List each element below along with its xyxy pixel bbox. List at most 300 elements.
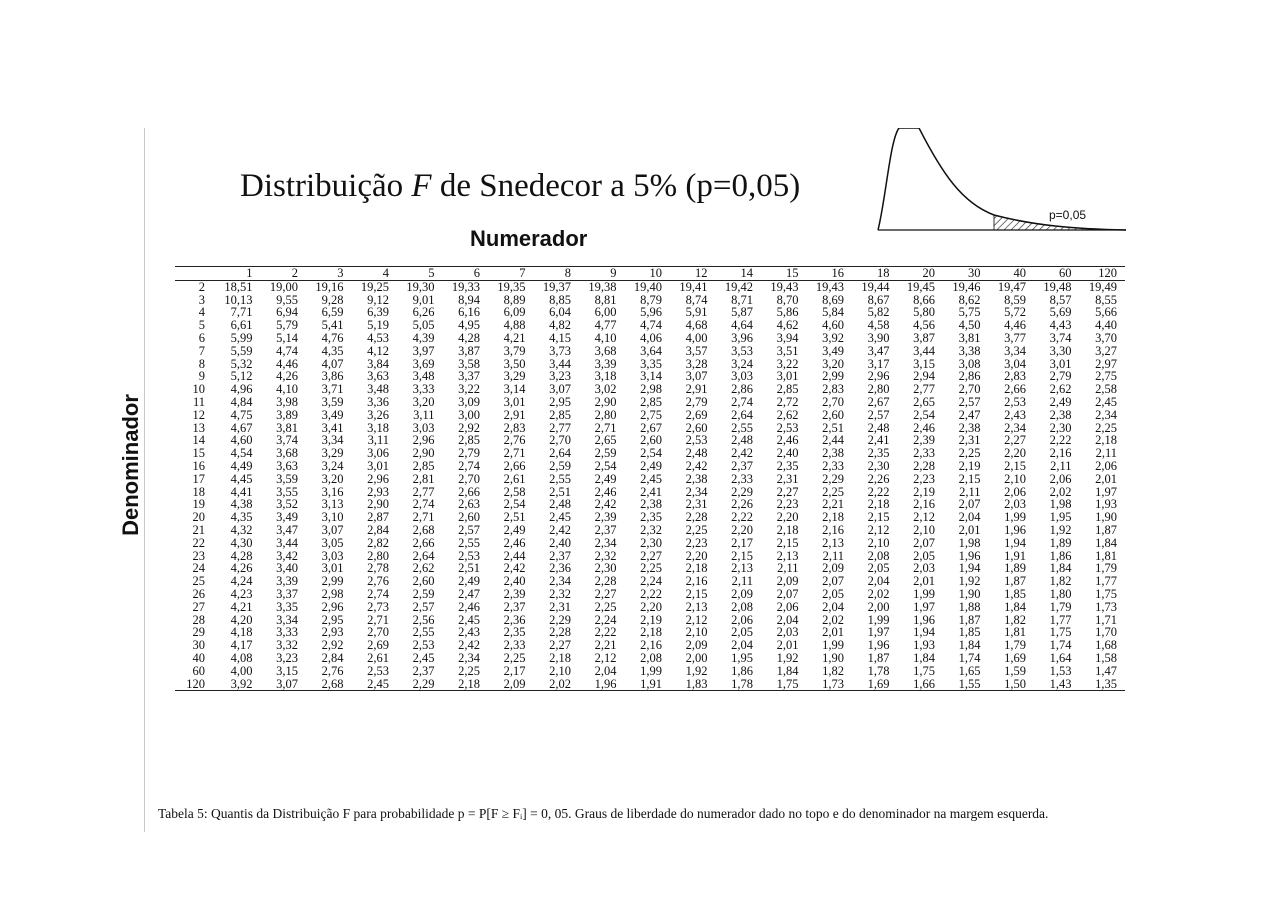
table-row bbox=[175, 575, 1125, 588]
table-cell: 2,85 bbox=[776, 382, 799, 397]
title-prefix: Distribuição bbox=[240, 168, 404, 204]
table-cell: 19,30 bbox=[406, 279, 435, 294]
table-cell: 4,60 bbox=[822, 318, 844, 333]
column-header: 120 bbox=[1080, 267, 1126, 281]
row-header: 120 bbox=[175, 678, 215, 691]
table-cell: 3,18 bbox=[594, 369, 617, 384]
table-cell: 5,86 bbox=[776, 305, 799, 320]
table-cell: 2,18 bbox=[867, 497, 890, 512]
table-cell: 2,06 bbox=[731, 612, 753, 627]
table-cell: 2,55 bbox=[731, 420, 753, 435]
table-cell: 2,37 bbox=[412, 663, 435, 678]
table-cell: 5,91 bbox=[685, 305, 708, 320]
table-cell: 2,11 bbox=[731, 574, 753, 589]
table-cell: 1,66 bbox=[898, 678, 944, 691]
table-cell: 8,57 bbox=[1049, 292, 1072, 307]
table-cell: 3,07 bbox=[549, 382, 571, 397]
numerator-label: Numerador bbox=[470, 226, 588, 251]
table-cell: 1,98 bbox=[958, 535, 981, 550]
table-row bbox=[175, 345, 1125, 358]
table-cell: 2,09 bbox=[822, 561, 844, 576]
table-cell: 1,90 bbox=[958, 586, 981, 601]
table-cell: 2,08 bbox=[731, 599, 753, 614]
table-cell: 2,42 bbox=[549, 522, 571, 537]
table-cell: 2,29 bbox=[549, 612, 571, 627]
table-cell: 1,69 bbox=[852, 678, 898, 691]
table-cell: 2,51 bbox=[549, 484, 571, 499]
table-cell: 2,85 bbox=[549, 407, 571, 422]
density-curve bbox=[878, 128, 1126, 230]
table-cell: 8,55 bbox=[1095, 292, 1117, 307]
table-cell: 2,36 bbox=[549, 561, 571, 576]
table-cell: 19,41 bbox=[679, 279, 708, 294]
table-cell: 3,79 bbox=[503, 343, 526, 358]
table-cell: 1,92 bbox=[958, 574, 981, 589]
table-cell: 2,07 bbox=[913, 535, 935, 550]
table-cell: 1,98 bbox=[1049, 497, 1072, 512]
table-cell: 2,07 bbox=[822, 574, 844, 589]
row-header: 8 bbox=[198, 356, 205, 371]
table-cell: 4,96 bbox=[230, 382, 253, 397]
table-cell: 2,45 bbox=[640, 471, 662, 486]
table-cell: 2,16 bbox=[822, 522, 844, 537]
table-cell: 1,94 bbox=[1004, 535, 1026, 550]
table-cell: 4,30 bbox=[230, 535, 253, 550]
table-caption: Tabela 5: Quantis da Distribuição F para probabilidade p = P[F ≥ Fᵢ] = 0, 05. Graus de liberdade do numerador dado no topo e do denominador na margem esquerda. bbox=[158, 806, 1049, 821]
table-cell: 3,34 bbox=[276, 612, 298, 627]
table-cell: 2,01 bbox=[913, 574, 935, 589]
table-cell: 2,71 bbox=[412, 510, 435, 525]
table-cell: 2,74 bbox=[458, 458, 480, 473]
column-header: 4 bbox=[352, 267, 398, 281]
row-header: 10 bbox=[192, 382, 205, 397]
table-cell: 2,75 bbox=[1095, 369, 1117, 384]
table-cell: 2,00 bbox=[867, 599, 890, 614]
table-cell: 2,20 bbox=[685, 548, 708, 563]
table-cell: 2,11 bbox=[1050, 458, 1072, 473]
table-cell: 2,47 bbox=[958, 407, 981, 422]
table-cell: 1,47 bbox=[1095, 663, 1117, 678]
table-cell: 2,19 bbox=[640, 612, 662, 627]
table-cell: 2,51 bbox=[458, 561, 480, 576]
table-cell: 1,90 bbox=[1095, 510, 1117, 525]
table-cell: 4,26 bbox=[230, 561, 253, 576]
table-cell: 4,23 bbox=[230, 586, 253, 601]
table-cell: 2,83 bbox=[1004, 369, 1026, 384]
table-cell: 4,62 bbox=[776, 318, 799, 333]
table-cell: 3,10 bbox=[321, 510, 344, 525]
table-cell: 2,58 bbox=[1095, 382, 1117, 397]
table-cell: 2,27 bbox=[1004, 433, 1026, 448]
table-cell: 3,98 bbox=[276, 394, 298, 409]
table-cell: 1,87 bbox=[1004, 574, 1026, 589]
row-header: 17 bbox=[192, 471, 205, 486]
row-header: 19 bbox=[192, 497, 205, 512]
table-cell: 2,90 bbox=[412, 446, 435, 461]
column-header: 7 bbox=[488, 267, 534, 281]
table-cell: 2,05 bbox=[867, 561, 890, 576]
table-cell: 8,79 bbox=[640, 292, 662, 307]
table-cell: 1,97 bbox=[913, 599, 935, 614]
table-cell: 1,64 bbox=[1049, 650, 1072, 665]
table-cell: 2,25 bbox=[822, 484, 844, 499]
table-cell: 9,28 bbox=[321, 292, 344, 307]
table-cell: 2,80 bbox=[867, 382, 890, 397]
table-cell: 3,68 bbox=[276, 446, 298, 461]
table-cell: 3,87 bbox=[913, 330, 935, 345]
table-cell: 2,01 bbox=[1095, 471, 1117, 486]
table-cell: 4,74 bbox=[276, 343, 298, 358]
table-cell: 2,16 bbox=[640, 638, 662, 653]
table-cell: 4,00 bbox=[230, 663, 253, 678]
table-cell: 2,98 bbox=[640, 382, 662, 397]
table-cell: 2,71 bbox=[594, 420, 617, 435]
table-cell: 1,59 bbox=[1004, 663, 1026, 678]
table-cell: 5,75 bbox=[958, 305, 981, 320]
table-cell: 19,40 bbox=[633, 279, 662, 294]
table-cell: 8,94 bbox=[458, 292, 480, 307]
table-cell: 2,42 bbox=[503, 561, 526, 576]
table-cell: 4,21 bbox=[230, 599, 253, 614]
table-cell: 1,74 bbox=[958, 650, 981, 665]
page-title bbox=[240, 168, 800, 205]
table-cell: 2,67 bbox=[640, 420, 662, 435]
table-cell: 3,23 bbox=[549, 369, 571, 384]
table-cell: 2,02 bbox=[822, 612, 844, 627]
table-cell: 2,54 bbox=[913, 407, 935, 422]
table-cell: 1,35 bbox=[1080, 678, 1126, 691]
table-cell: 8,81 bbox=[594, 292, 617, 307]
table-cell: 3,29 bbox=[503, 369, 526, 384]
table-row bbox=[175, 332, 1125, 345]
table-cell: 2,09 bbox=[731, 586, 753, 601]
table-cell: 1,89 bbox=[1004, 561, 1026, 576]
corner-cell bbox=[175, 267, 215, 281]
table-cell: 19,42 bbox=[724, 279, 753, 294]
table-cell: 2,86 bbox=[731, 382, 753, 397]
table-header-row bbox=[175, 267, 1125, 281]
table-cell: 2,83 bbox=[503, 420, 526, 435]
table-cell: 2,73 bbox=[367, 599, 389, 614]
table-cell: 1,94 bbox=[913, 625, 935, 640]
table-row bbox=[175, 601, 1125, 614]
table-cell: 2,08 bbox=[867, 548, 890, 563]
table-cell: 1,81 bbox=[1095, 548, 1117, 563]
table-cell: 19,48 bbox=[1043, 279, 1072, 294]
table-cell: 2,42 bbox=[685, 458, 708, 473]
table-cell: 1,84 bbox=[958, 638, 981, 653]
table-cell: 3,41 bbox=[321, 420, 344, 435]
table-cell: 2,03 bbox=[913, 561, 935, 576]
table-cell: 2,10 bbox=[913, 522, 935, 537]
table-cell: 2,34 bbox=[1004, 420, 1026, 435]
table-cell: 3,59 bbox=[321, 394, 344, 409]
column-header: 9 bbox=[579, 267, 625, 281]
table-cell: 1,99 bbox=[867, 612, 890, 627]
table-cell: 2,37 bbox=[594, 522, 617, 537]
table-cell: 2,15 bbox=[958, 471, 981, 486]
row-header: 4 bbox=[198, 305, 205, 320]
table-cell: 2,30 bbox=[640, 535, 662, 550]
table-cell: 2,04 bbox=[867, 574, 890, 589]
table-cell: 3,74 bbox=[276, 433, 298, 448]
table-cell: 2,28 bbox=[594, 574, 617, 589]
table-cell: 2,33 bbox=[913, 446, 935, 461]
table-cell: 2,15 bbox=[731, 548, 753, 563]
table-cell: 2,78 bbox=[367, 561, 389, 576]
table-cell: 5,41 bbox=[321, 318, 344, 333]
table-cell: 4,10 bbox=[276, 382, 298, 397]
table-cell: 2,92 bbox=[321, 638, 344, 653]
table-cell: 2,96 bbox=[367, 471, 389, 486]
table-cell: 1,73 bbox=[807, 678, 853, 691]
table-cell: 2,29 bbox=[397, 678, 443, 691]
table-cell: 3,69 bbox=[412, 356, 435, 371]
row-header: 3 bbox=[198, 292, 205, 307]
table-cell: 2,59 bbox=[549, 458, 571, 473]
column-header: 6 bbox=[443, 267, 489, 281]
table-cell: 2,38 bbox=[822, 446, 844, 461]
table-cell: 3,01 bbox=[776, 369, 799, 384]
table-cell: 2,60 bbox=[685, 420, 708, 435]
table-cell: 2,25 bbox=[1095, 420, 1117, 435]
table-cell: 3,47 bbox=[867, 343, 890, 358]
table-cell: 19,46 bbox=[952, 279, 981, 294]
table-cell: 2,57 bbox=[412, 599, 435, 614]
table-cell: 8,69 bbox=[822, 292, 844, 307]
column-header: 14 bbox=[716, 267, 762, 281]
table-cell: 2,43 bbox=[458, 625, 480, 640]
table-cell: 2,09 bbox=[776, 574, 799, 589]
table-cell: 2,35 bbox=[867, 446, 890, 461]
table-cell: 2,25 bbox=[958, 446, 981, 461]
table-cell: 1,55 bbox=[943, 678, 989, 691]
table-cell: 2,61 bbox=[503, 471, 526, 486]
table-cell: 2,10 bbox=[1004, 471, 1026, 486]
table-cell: 8,71 bbox=[731, 292, 753, 307]
table-cell: 3,23 bbox=[276, 650, 298, 665]
table-cell: 2,30 bbox=[594, 561, 617, 576]
table-cell: 2,55 bbox=[458, 535, 480, 550]
table-cell: 4,75 bbox=[230, 407, 253, 422]
table-cell: 4,58 bbox=[867, 318, 890, 333]
table-cell: 3,94 bbox=[776, 330, 799, 345]
row-header: 28 bbox=[192, 612, 205, 627]
table-cell: 2,16 bbox=[1049, 446, 1072, 461]
table-cell: 3,15 bbox=[276, 663, 298, 678]
table-cell: 3,00 bbox=[458, 407, 480, 422]
table-cell: 3,64 bbox=[640, 343, 662, 358]
table-cell: 3,01 bbox=[503, 394, 526, 409]
column-header: 30 bbox=[943, 267, 989, 281]
table-cell: 2,35 bbox=[503, 625, 526, 640]
table-cell: 5,05 bbox=[412, 318, 435, 333]
table-cell: 2,86 bbox=[958, 369, 981, 384]
table-cell: 2,66 bbox=[503, 458, 526, 473]
table-cell: 2,20 bbox=[731, 522, 753, 537]
table-cell: 2,23 bbox=[913, 471, 935, 486]
table-cell: 2,01 bbox=[958, 522, 981, 537]
table-cell: 2,47 bbox=[458, 586, 480, 601]
table-cell: 3,20 bbox=[321, 471, 344, 486]
table-cell: 2,83 bbox=[822, 382, 844, 397]
table-cell: 3,48 bbox=[367, 382, 389, 397]
table-cell: 1,74 bbox=[1049, 638, 1072, 653]
table-cell: 3,38 bbox=[958, 343, 981, 358]
table-cell: 3,81 bbox=[276, 420, 298, 435]
table-cell: 2,09 bbox=[685, 638, 708, 653]
table-row bbox=[175, 473, 1125, 486]
table-cell: 2,65 bbox=[913, 394, 935, 409]
table-cell: 2,62 bbox=[776, 407, 799, 422]
table-cell: 6,59 bbox=[321, 305, 344, 320]
table-cell: 2,59 bbox=[412, 586, 435, 601]
table-cell: 19,38 bbox=[588, 279, 617, 294]
table-cell: 18,51 bbox=[224, 279, 253, 294]
table-cell: 2,49 bbox=[640, 458, 662, 473]
table-cell: 2,12 bbox=[594, 650, 617, 665]
table-cell: 3,01 bbox=[321, 561, 344, 576]
table-cell: 2,90 bbox=[367, 497, 389, 512]
table-cell: 1,86 bbox=[1049, 548, 1072, 563]
table-cell: 2,31 bbox=[549, 599, 571, 614]
table-cell: 2,17 bbox=[731, 535, 753, 550]
table-cell: 5,32 bbox=[230, 356, 253, 371]
table-cell: 3,44 bbox=[276, 535, 298, 550]
table-cell: 2,35 bbox=[776, 458, 799, 473]
table-cell: 2,29 bbox=[822, 471, 844, 486]
table-cell: 4,12 bbox=[367, 343, 389, 358]
table-cell: 2,55 bbox=[412, 625, 435, 640]
table-cell: 1,82 bbox=[822, 663, 844, 678]
table-cell: 2,04 bbox=[594, 663, 617, 678]
table-cell: 2,48 bbox=[867, 420, 890, 435]
table-cell: 4,38 bbox=[230, 497, 253, 512]
table-cell: 2,48 bbox=[731, 433, 753, 448]
table-cell: 2,05 bbox=[731, 625, 753, 640]
table-cell: 2,92 bbox=[458, 420, 480, 435]
table-cell: 4,28 bbox=[458, 330, 480, 345]
column-header: 12 bbox=[670, 267, 716, 281]
table-cell: 2,21 bbox=[594, 638, 617, 653]
row-header: 60 bbox=[192, 663, 205, 678]
table-cell: 2,46 bbox=[913, 420, 935, 435]
table-cell: 1,50 bbox=[989, 678, 1035, 691]
table-cell: 19,43 bbox=[770, 279, 799, 294]
table-cell: 4,77 bbox=[594, 318, 617, 333]
table-cell: 3,34 bbox=[1004, 343, 1026, 358]
table-cell: 3,18 bbox=[367, 420, 389, 435]
table-cell: 1,68 bbox=[1095, 638, 1117, 653]
table-cell: 1,97 bbox=[1095, 484, 1117, 499]
table-cell: 3,07 bbox=[685, 369, 708, 384]
table-cell: 3,01 bbox=[1049, 356, 1072, 371]
table-cell: 1,96 bbox=[913, 612, 935, 627]
row-header: 29 bbox=[192, 625, 205, 640]
table-cell: 2,79 bbox=[685, 394, 708, 409]
table-cell: 2,26 bbox=[867, 471, 890, 486]
table-cell: 2,53 bbox=[458, 548, 480, 563]
table-cell: 2,53 bbox=[367, 663, 389, 678]
table-cell: 2,91 bbox=[685, 382, 708, 397]
table-cell: 2,13 bbox=[685, 599, 708, 614]
table-cell: 2,06 bbox=[1049, 471, 1072, 486]
table-cell: 2,31 bbox=[958, 433, 981, 448]
table-cell: 2,15 bbox=[685, 586, 708, 601]
table-cell: 1,87 bbox=[958, 612, 981, 627]
table-cell: 2,64 bbox=[412, 548, 435, 563]
table-cell: 2,77 bbox=[412, 484, 435, 499]
table-cell: 3,15 bbox=[913, 356, 935, 371]
table-cell: 2,46 bbox=[594, 484, 617, 499]
table-cell: 9,01 bbox=[412, 292, 435, 307]
table-cell: 3,92 bbox=[822, 330, 844, 345]
table-cell: 4,28 bbox=[230, 548, 253, 563]
table-cell: 2,18 bbox=[776, 522, 799, 537]
table-cell: 2,08 bbox=[640, 650, 662, 665]
table-cell: 3,14 bbox=[640, 369, 662, 384]
table-cell: 3,89 bbox=[276, 407, 298, 422]
table-cell: 3,26 bbox=[367, 407, 389, 422]
row-header: 22 bbox=[192, 535, 205, 550]
table-cell: 4,07 bbox=[321, 356, 344, 371]
table-cell: 19,37 bbox=[542, 279, 571, 294]
table-cell: 2,06 bbox=[1095, 458, 1117, 473]
row-header: 7 bbox=[198, 343, 205, 358]
table-cell: 2,10 bbox=[867, 535, 890, 550]
table-cell: 2,58 bbox=[503, 484, 526, 499]
table-cell: 1,85 bbox=[958, 625, 981, 640]
table-row bbox=[175, 678, 1125, 691]
row-header: 2 bbox=[198, 279, 205, 294]
row-header: 40 bbox=[192, 650, 205, 665]
table-cell: 3,55 bbox=[276, 484, 298, 499]
table-cell: 2,39 bbox=[913, 433, 935, 448]
table-cell: 2,22 bbox=[1049, 433, 1072, 448]
table-cell: 4,39 bbox=[412, 330, 435, 345]
table-cell: 2,74 bbox=[367, 586, 389, 601]
table-cell: 3,68 bbox=[594, 343, 617, 358]
table-cell: 5,80 bbox=[913, 305, 935, 320]
table-cell: 2,74 bbox=[412, 497, 435, 512]
table-cell: 2,40 bbox=[776, 446, 799, 461]
table-cell: 2,10 bbox=[549, 663, 571, 678]
table-cell: 2,19 bbox=[958, 458, 981, 473]
table-cell: 2,44 bbox=[503, 548, 526, 563]
table-cell: 2,38 bbox=[685, 471, 708, 486]
table-cell: 3,24 bbox=[731, 356, 753, 371]
table-cell: 3,17 bbox=[867, 356, 890, 371]
row-header: 14 bbox=[192, 433, 205, 448]
table-cell: 3,92 bbox=[215, 678, 261, 691]
table-cell: 2,40 bbox=[549, 535, 571, 550]
table-cell: 2,76 bbox=[503, 433, 526, 448]
table-cell: 2,95 bbox=[321, 612, 344, 627]
table-cell: 2,15 bbox=[1004, 458, 1026, 473]
table-cell: 2,27 bbox=[640, 548, 662, 563]
table-cell: 4,06 bbox=[640, 330, 662, 345]
table-cell: 8,74 bbox=[685, 292, 708, 307]
row-header: 25 bbox=[192, 574, 205, 589]
table-cell: 3,04 bbox=[1004, 356, 1026, 371]
table-cell: 2,84 bbox=[367, 522, 389, 537]
table-cell: 8,66 bbox=[913, 292, 935, 307]
table-cell: 2,33 bbox=[731, 471, 753, 486]
table-cell: 6,09 bbox=[503, 305, 526, 320]
table-cell: 2,68 bbox=[306, 678, 352, 691]
table-cell: 2,18 bbox=[1095, 433, 1117, 448]
table-cell: 1,85 bbox=[1004, 586, 1026, 601]
